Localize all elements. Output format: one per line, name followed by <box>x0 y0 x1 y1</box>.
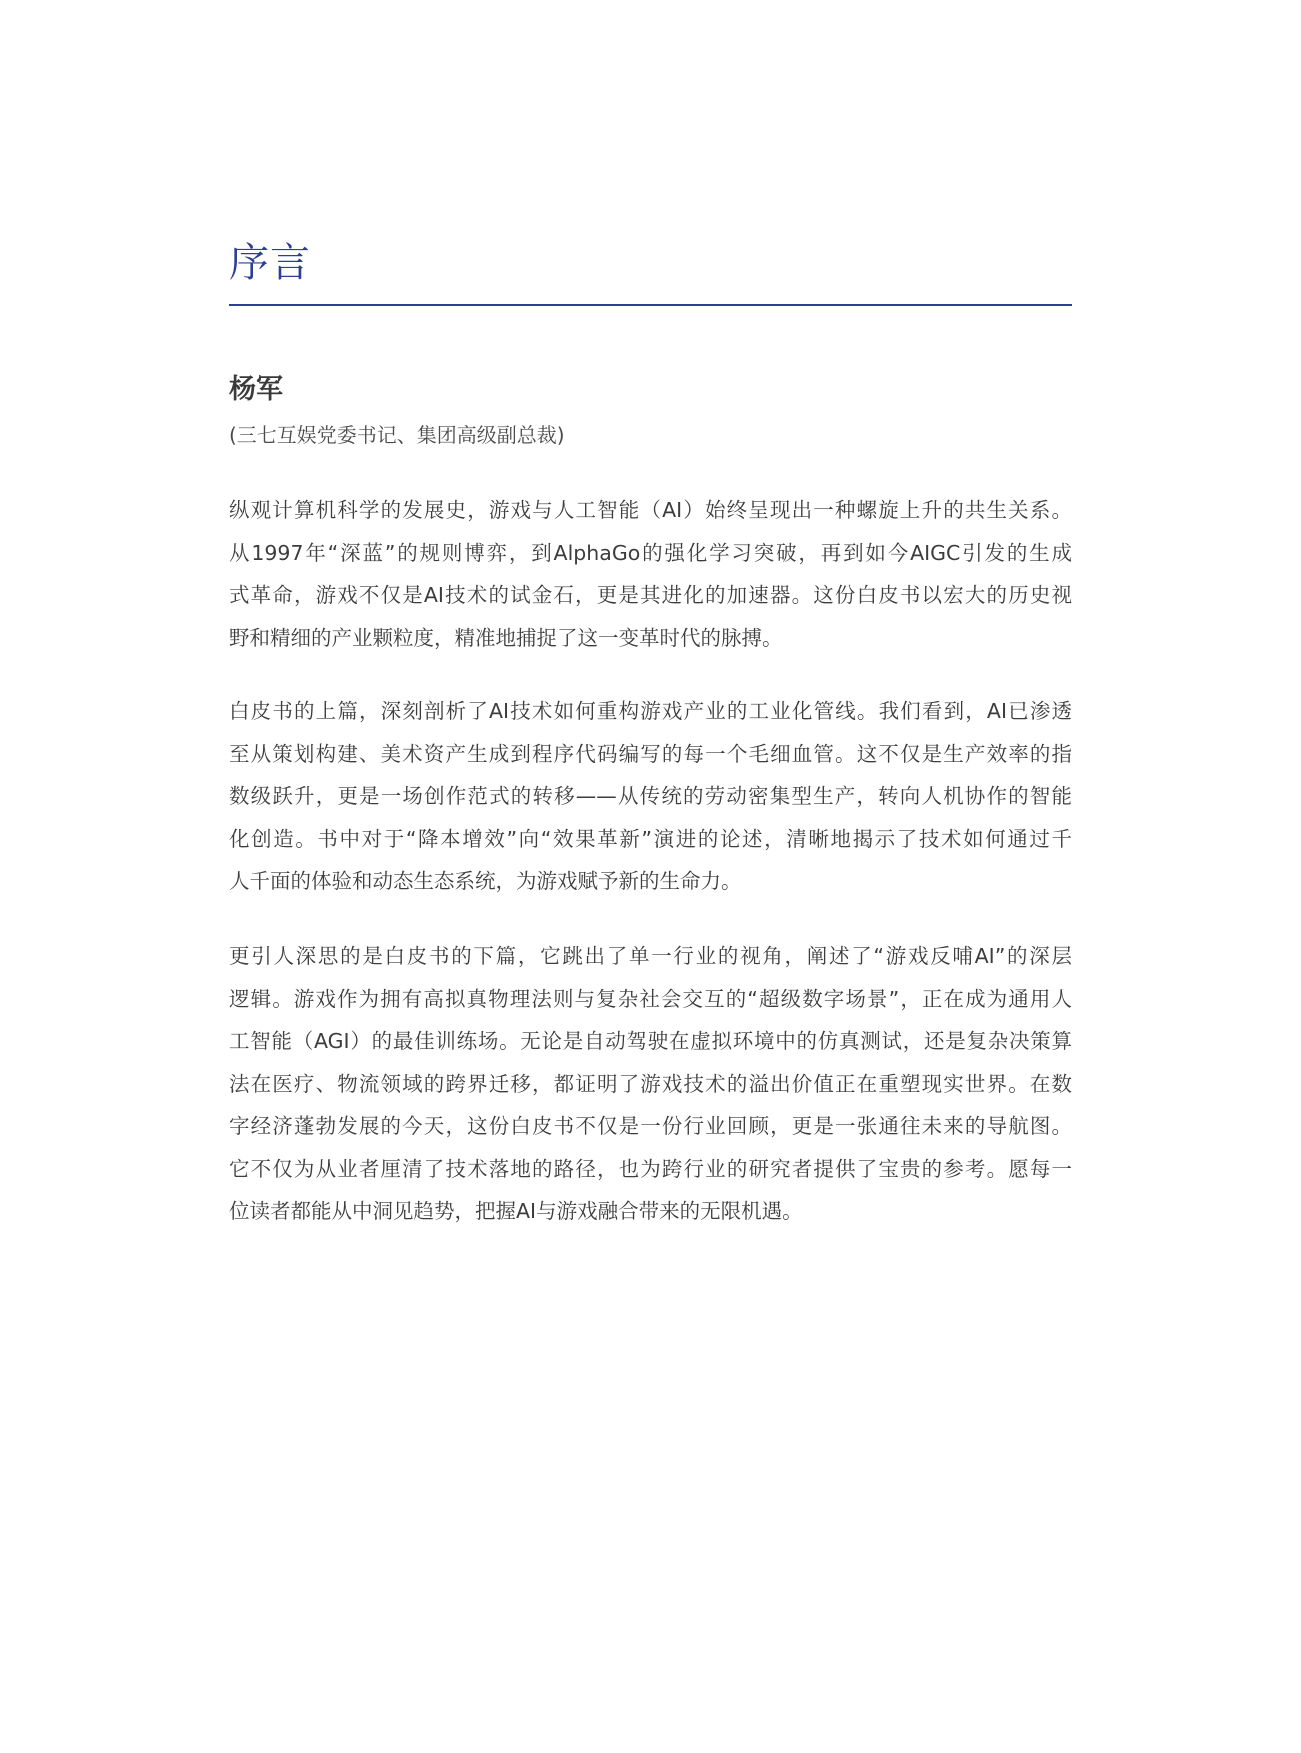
author-role: (三七互娱党委书记、集团高级副总裁) <box>229 423 565 447</box>
paragraph-line: 从1997年“深蓝”的规则博弈，到AlphaGo的强化学习突破，再到如今AIGC引发的生成 <box>229 540 1072 565</box>
paragraph-line: 它不仅为从业者厘清了技术落地的路径，也为跨行业的研究者提供了宝贵的参考。愿每一 <box>229 1156 1072 1181</box>
author-name: 杨军 <box>229 374 283 405</box>
paragraph-line: 字经济蓬勃发展的今天，这份白皮书不仅是一份行业回顾，更是一张通往未来的导航图。 <box>229 1114 1072 1138</box>
paragraph-line: 更引人深思的是白皮书的下篇，它跳出了单一行业的视角，阐述了“游戏反哺AI”的深层 <box>229 944 1072 968</box>
paragraph-line: 化创造。书中对于“降本增效”向“效果革新”演进的论述，清晰地揭示了技术如何通过千 <box>229 826 1072 851</box>
paragraph-1 <box>229 489 1072 659</box>
paragraph-line: 逻辑。游戏作为拥有高拟真物理法则与复杂社会交互的“超级数字场景”，正在成为通用人 <box>229 986 1072 1011</box>
page-title: 序言 <box>229 240 311 286</box>
paragraph-line: 野和精细的产业颗粒度，精准地捕捉了这一变革时代的脉搏。 <box>229 625 783 650</box>
title-divider <box>229 304 1072 306</box>
paragraph-line: 人千面的体验和动态生态系统，为游戏赋予新的生命力。 <box>229 869 742 893</box>
paragraph-3 <box>229 935 1072 1233</box>
paragraph-line: 数级跃升，更是一场创作范式的转移——从传统的劳动密集型生产，转向人机协作的智能 <box>229 784 1072 808</box>
paragraph-2 <box>229 690 1072 903</box>
paragraph-line: 位读者都能从中洞见趋势，把握AI与游戏融合带来的无限机遇。 <box>229 1199 803 1223</box>
paragraph-line: 法在医疗、物流领域的跨界迁移，都证明了游戏技术的溢出价值正在重塑现实世界。在数 <box>229 1071 1072 1096</box>
paragraph-line: 白皮书的上篇，深刻剖析了AI技术如何重构游戏产业的工业化管线。我们看到，AI已渗透 <box>229 699 1072 723</box>
paragraph-line: 工智能（AGI）的最佳训练场。无论是自动驾驶在虚拟环境中的仿真测试，还是复杂决策算 <box>229 1029 1072 1053</box>
paragraph-line: 至从策划构建、美术资产生成到程序代码编写的每一个毛细血管。这不仅是生产效率的指 <box>229 741 1072 766</box>
paragraph-line: 式革命，游戏不仅是AI技术的试金石，更是其进化的加速器。这份白皮书以宏大的历史视 <box>229 583 1072 607</box>
paragraph-line: 纵观计算机科学的发展史，游戏与人工智能（AI）始终呈现出一种螺旋上升的共生关系。 <box>229 498 1072 522</box>
